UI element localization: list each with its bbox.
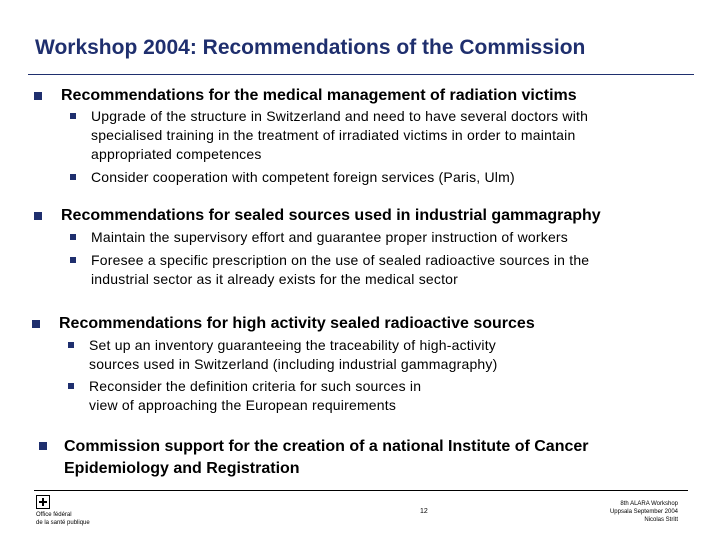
item-line: appropriated competences [91,146,262,162]
item-bullet [68,342,74,348]
item-line: view of approaching the European requirements [89,397,397,413]
office-line-1: Office fédéral [36,512,72,518]
item-line: sources used in Switzerland (including industrial gammagraphy) [89,356,498,372]
event-line-2: Uppsala September 2004 [609,509,678,515]
event-line-3: Nicolas Stritt [644,517,678,523]
section-bullet [34,212,42,220]
item-bullet [70,113,76,119]
office-line-2: de la santé publique [36,520,90,526]
item-bullet [70,257,76,263]
item-bullet [70,234,76,240]
item-line: Set up an inventory guaranteeing the traceability of high-activity [89,337,496,353]
swiss-cross-icon [36,495,50,509]
item-line: industrial sector as it already exists for the medical sector [91,271,459,287]
item-line: Consider cooperation with competent foreign services (Paris, Ulm) [91,169,515,185]
item-bullet [70,174,76,180]
section-heading-cancer-institute-cont: Epidemiology and Registration [64,460,300,477]
item-line: Foresee a specific prescription on the use of sealed radioactive sources in the [91,252,590,268]
section-heading-cancer-institute: Commission support for the creation of a national Institute of Cancer [64,438,589,455]
item-line: Upgrade of the structure in Switzerland and need to have several doctors with [91,108,589,124]
section-heading-medical: Recommendations for the medical management of radiation victims [61,87,577,104]
office-name [36,511,90,527]
event-info [610,500,678,524]
section-heading-gammagraphy: Recommendations for sealed sources used in industrial gammagraphy [61,207,601,224]
page-number: 12 [420,508,428,515]
item-bullet [68,383,74,389]
item-line: Reconsider the definition criteria for such sources in [89,378,422,394]
item-line: specialised training in the treatment of irradiated victims in order to maintain [91,127,576,143]
section-bullet [34,92,42,100]
event-line-1: 8th ALARA Workshop [620,501,678,507]
section-bullet [32,320,40,328]
slide-title: Workshop 2004: Recommendations of the Commission [35,36,586,59]
item-line: Maintain the supervisory effort and guarantee proper instruction of workers [91,229,568,245]
section-bullet [39,442,47,450]
title-divider [28,74,694,75]
footer-divider [34,490,688,491]
section-heading-high-activity: Recommendations for high activity sealed radioactive sources [59,315,535,332]
